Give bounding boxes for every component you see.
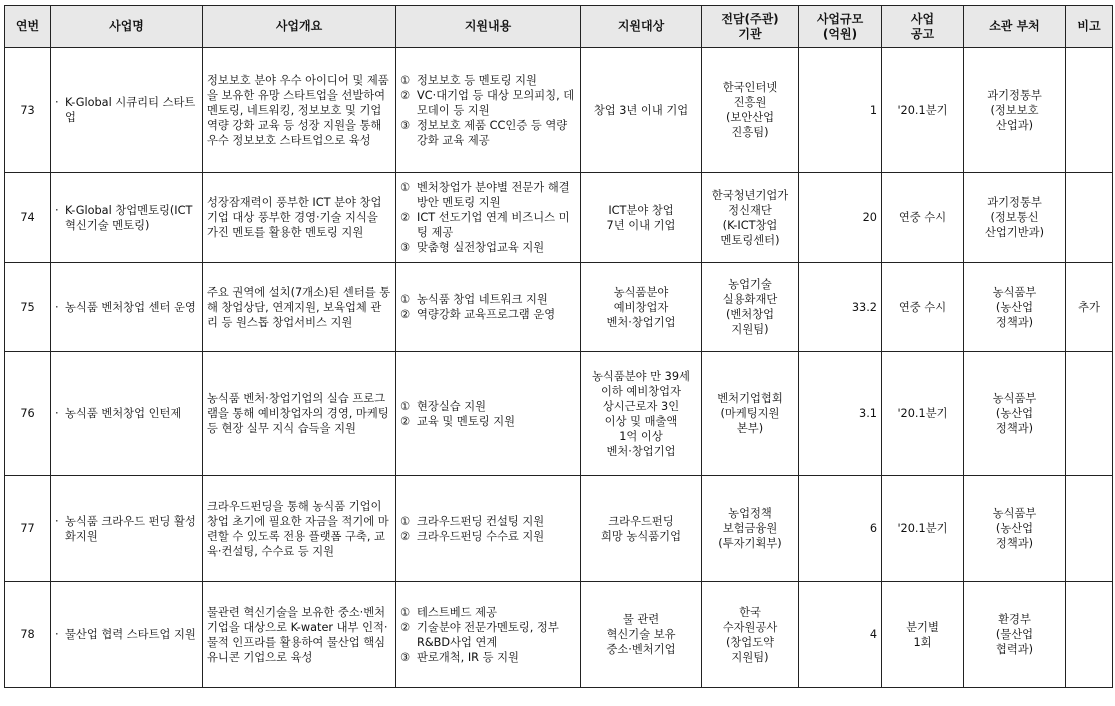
support-item-number: ③ <box>400 241 411 254</box>
cell-note: 추가 <box>1066 263 1113 352</box>
cell-announce: '20.1분기 <box>882 476 964 582</box>
cell-agency: 한국 수자원공사 (창업도약 지원팀) <box>702 582 799 688</box>
support-item <box>400 292 576 307</box>
cell-ministry: 농식품부 (농산업 정책과) <box>964 476 1066 582</box>
bullet-mark: · <box>55 407 59 420</box>
program-name: 농식품 벤처창업 센터 운영 <box>65 300 196 314</box>
cell-budget: 20 <box>799 173 882 263</box>
business-support-table <box>4 5 1113 688</box>
support-item-text: 테스트베드 제공 <box>417 605 497 619</box>
support-item-text: VC·대기업 등 대상 모의피칭, 데모데이 등 지원 <box>417 88 575 117</box>
support-item-number: ② <box>400 88 411 102</box>
support-item-text: ICT 선도기업 연계 비즈니스 미팅 제공 <box>417 211 570 239</box>
cell-announce: 연중 수시 <box>882 263 964 352</box>
header-support: 지원내용 <box>396 6 581 48</box>
table-body <box>5 48 1113 688</box>
cell-name <box>51 263 203 352</box>
header-ministry: 소관 부처 <box>964 6 1066 48</box>
support-item-number: ② <box>400 211 411 224</box>
support-item-text: 맞춤형 실전창업교육 지원 <box>417 241 545 254</box>
cell-support <box>396 476 581 582</box>
support-item-number: ② <box>400 414 411 428</box>
header-budget: 사업규모 (억원) <box>799 6 882 48</box>
support-item <box>400 620 576 650</box>
cell-target: 농식품분야 예비창업자 벤처·창업기업 <box>581 263 702 352</box>
program-name: 농식품 벤처창업 인턴제 <box>65 407 182 420</box>
cell-agency: 벤처기업협회 (마케팅지원 본부) <box>702 352 799 476</box>
header-announce: 사업 공고 <box>882 6 964 48</box>
support-item-text: 정보보호 등 멘토링 지원 <box>417 73 537 87</box>
cell-target: ICT분야 창업 7년 이내 기업 <box>581 173 702 263</box>
table-row <box>5 263 1113 352</box>
table-row <box>5 48 1113 173</box>
cell-overview: 농식품 벤처·창업기업의 실습 프로그램을 통해 예비창업자의 경영, 마케팅 등 현장 실무 지식 습득을 지원 <box>203 352 396 476</box>
cell-support <box>396 173 581 263</box>
cell-no: 77 <box>5 476 51 582</box>
support-item-number: ② <box>400 620 411 634</box>
cell-budget: 1 <box>799 48 882 173</box>
support-item-number: ① <box>400 399 411 413</box>
cell-note <box>1066 352 1113 476</box>
cell-ministry: 환경부 (물산업 협력과) <box>964 582 1066 688</box>
support-item-number: ① <box>400 73 411 87</box>
cell-support <box>396 582 581 688</box>
support-item <box>400 514 576 529</box>
cell-budget: 6 <box>799 476 882 582</box>
cell-budget: 33.2 <box>799 263 882 352</box>
header-note: 비고 <box>1066 6 1113 48</box>
cell-ministry: 농식품부 (농산업 정책과) <box>964 352 1066 476</box>
bullet-mark: · <box>55 514 59 528</box>
header-no: 연번 <box>5 6 51 48</box>
cell-no: 73 <box>5 48 51 173</box>
bullet-mark: · <box>55 203 59 217</box>
cell-overview: 성장잠재력이 풍부한 ICT 분야 창업기업 대상 풍부한 경영·기술 지식을 가진 멘토를 활용한 멘토링 지원 <box>203 173 396 263</box>
cell-no: 76 <box>5 352 51 476</box>
header-name: 사업명 <box>51 6 203 48</box>
support-item-text: 교육 및 멘토링 지원 <box>417 414 516 428</box>
cell-agency: 한국인터넷 진흥원 (보안산업 진흥팀) <box>702 48 799 173</box>
table-row <box>5 582 1113 688</box>
support-item <box>400 414 576 429</box>
program-name: 물산업 협력 스타트업 지원 <box>65 628 196 641</box>
cell-support <box>396 48 581 173</box>
header-target: 지원대상 <box>581 6 702 48</box>
cell-no: 75 <box>5 263 51 352</box>
support-item-text: 벤처창업가 분야별 전문가 해결방안 멘토링 지원 <box>417 181 570 209</box>
cell-overview: 정보보호 분야 우수 아이디어 및 제품을 보유한 유망 스타트업을 선발하여 멘토링, 네트워킹, 정보보호 및 기업 역량 강화 교육 등 성장 지원을 통해 우수 정보보호 스타트업으로 육성 <box>203 48 396 173</box>
cell-budget: 4 <box>799 582 882 688</box>
cell-target: 농식품분야 만 39세 이하 예비창업자 상시근로자 3인 이상 및 매출액 1억 이상 벤처·창업기업 <box>581 352 702 476</box>
support-item-number: ① <box>400 605 411 619</box>
cell-overview: 주요 권역에 설치(7개소)된 센터를 통해 창업상담, 연계지원, 보육업체 관리 등 원스톱 창업서비스 지원 <box>203 263 396 352</box>
program-name: K-Global 창업멘토링(ICT 혁신기술 멘토링) <box>65 203 193 232</box>
table-row <box>5 476 1113 582</box>
cell-note <box>1066 173 1113 263</box>
table-header-row <box>5 6 1113 48</box>
cell-note <box>1066 48 1113 173</box>
support-item-text: 크라우드펀딩 컨설팅 지원 <box>417 514 545 528</box>
support-item <box>400 650 576 665</box>
cell-support <box>396 263 581 352</box>
cell-name <box>51 582 203 688</box>
program-name: 농식품 크라우드 펀딩 활성화지원 <box>65 514 196 543</box>
program-name: K-Global 시큐리티 스타트업 <box>65 96 196 124</box>
cell-name <box>51 173 203 263</box>
cell-agency: 농업기술 실용화재단 (벤처창업 지원팀) <box>702 263 799 352</box>
cell-announce: '20.1분기 <box>882 48 964 173</box>
support-item <box>400 399 576 414</box>
cell-overview: 크라우드펀딩을 통해 농식품 기업이 창업 초기에 필요한 자금을 적기에 마련할 수 있도록 전용 플랫폼 구축, 교육·컨설팅, 수수료 등 지원 <box>203 476 396 582</box>
support-item <box>400 180 576 210</box>
support-item-text: 크라우드펀딩 수수료 지원 <box>417 529 545 543</box>
cell-announce: 분기별 1회 <box>882 582 964 688</box>
support-item-text: 판로개척, IR 등 지원 <box>417 650 519 664</box>
cell-name <box>51 48 203 173</box>
support-item <box>400 605 576 620</box>
cell-overview: 물관련 혁신기술을 보유한 중소·벤처기업을 대상으로 K-water 내부 인적·물적 인프라를 활용하여 물산업 핵심 유니콘 기업으로 육성 <box>203 582 396 688</box>
cell-agency: 농업정책 보험금융원 (투자기획부) <box>702 476 799 582</box>
bullet-mark: · <box>55 300 59 314</box>
support-item <box>400 88 576 118</box>
support-item <box>400 240 576 255</box>
header-overview: 사업개요 <box>203 6 396 48</box>
cell-support <box>396 352 581 476</box>
cell-announce: '20.1분기 <box>882 352 964 476</box>
cell-note <box>1066 582 1113 688</box>
cell-no: 78 <box>5 582 51 688</box>
support-item-number: ③ <box>400 118 411 132</box>
cell-ministry: 과기정통부 (정보보호 산업과) <box>964 48 1066 173</box>
support-item-number: ② <box>400 529 411 543</box>
cell-ministry: 농식품부 (농산업 정책과) <box>964 263 1066 352</box>
table-row <box>5 173 1113 263</box>
support-item-text: 농식품 창업 네트워크 지원 <box>417 293 548 306</box>
support-item-number: ① <box>400 514 411 528</box>
cell-ministry: 과기정통부 (정보통신 산업기반과) <box>964 173 1066 263</box>
support-item-text: 기술분야 전문가멘토링, 정부 R&BD사업 연계 <box>417 620 559 649</box>
support-item-text: 역량강화 교육프로그램 운영 <box>417 308 556 321</box>
support-item-number: ③ <box>400 650 411 664</box>
cell-agency: 한국청년기업가 정신재단 (K-ICT창업 멘토링센터) <box>702 173 799 263</box>
bullet-mark: · <box>55 96 59 109</box>
support-item-number: ① <box>400 293 411 306</box>
support-item-number: ② <box>400 308 411 321</box>
support-item <box>400 307 576 322</box>
cell-target: 크라우드펀딩 희망 농식품기업 <box>581 476 702 582</box>
cell-no: 74 <box>5 173 51 263</box>
cell-target: 물 관련 혁신기술 보유 중소·벤처기업 <box>581 582 702 688</box>
table-row <box>5 352 1113 476</box>
header-agency: 전담(주관) 기관 <box>702 6 799 48</box>
cell-target: 창업 3년 이내 기업 <box>581 48 702 173</box>
cell-announce: 연중 수시 <box>882 173 964 263</box>
cell-budget: 3.1 <box>799 352 882 476</box>
bullet-mark: · <box>55 628 59 641</box>
cell-note <box>1066 476 1113 582</box>
cell-name <box>51 352 203 476</box>
support-item <box>400 73 576 88</box>
support-item-text: 정보보호 제품 CC인증 등 역량강화 교육 제공 <box>417 118 568 147</box>
support-item-number: ① <box>400 181 411 194</box>
support-item <box>400 118 576 148</box>
support-item-text: 현장실습 지원 <box>417 399 487 413</box>
cell-name <box>51 476 203 582</box>
support-item <box>400 529 576 544</box>
support-item <box>400 210 576 240</box>
